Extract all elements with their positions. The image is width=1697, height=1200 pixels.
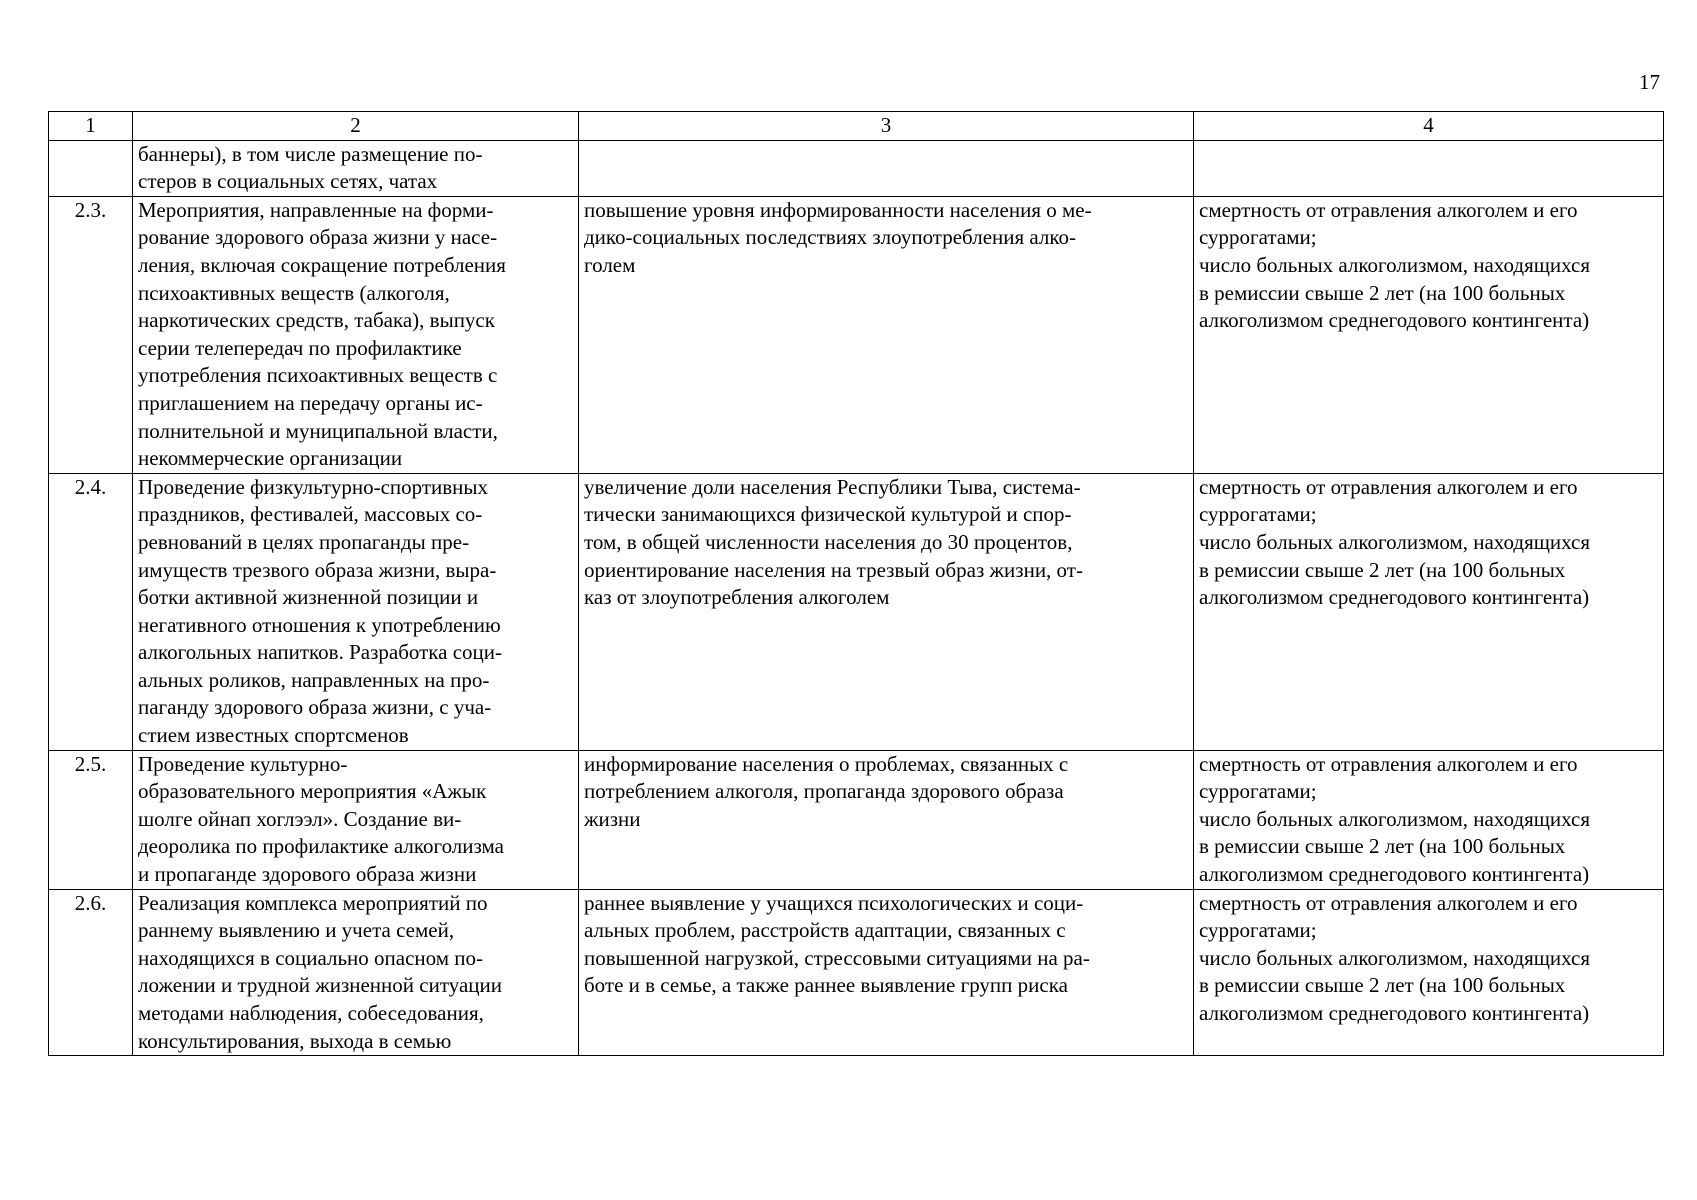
result-cell [579,140,1194,196]
measure-cell: Проведение культурно- образовательного мероприятия «Ажык шолге ойнап хоглээл». Создание ви- деоролика по профилактике алкоголизма и пропаганде здорового образа жизни [133,750,579,889]
table-row [49,473,1664,750]
header-cell: 1 [49,112,133,141]
result-cell: увеличение доли населения Республики Тыва, система- тически занимающихся физической культурой и спор- том, в общей численности населения до 30 процентов, ориентирование населения на трезвый образ жизни, от- каз от злоупотребления алкоголем [579,473,1194,750]
measure-cell: Реализация комплекса мероприятий по раннему выявлению и учета семей, находящихся в социально опасном по- ложении и трудной жизненной ситуации методами наблюдения, собеседования, консультирования, выхода в семью [133,889,579,1056]
header-cell: 3 [579,112,1194,141]
indicator-cell: смертность от отравления алкоголем и его суррогатами; число больных алкоголизмом, находящихся в ремиссии свыше 2 лет (на 100 больных алкоголизмом среднегодового контингента) [1194,473,1664,750]
result-cell: раннее выявление у учащихся психологических и соци- альных проблем, расстройств адаптации, связанных с повышенной нагрузкой, стрессовыми ситуациями на ра- боте и в семье, а также раннее выявление групп риска [579,889,1194,1056]
measure-cell: баннеры), в том числе размещение по- стеров в социальных сетях, чатах [133,140,579,196]
page-number: 17 [1639,70,1660,94]
item-number: 2.6. [49,889,133,1056]
item-number: 2.5. [49,750,133,889]
measure-cell: Мероприятия, направленные на форми- рование здорового образа жизни у насе- ления, включая сокращение потребления психоактивных веществ (алкоголя, наркотических средств, табака), выпуск серии телепередач по профилактике употребления психоактивных веществ с приглашением на передачу органы ис- полнительной и муниципальной власти, некоммерческие организации [133,196,579,473]
indicator-cell [1194,140,1664,196]
table-row [49,196,1664,473]
measures-table [48,111,1664,1056]
indicator-cell: смертность от отравления алкоголем и его суррогатами; число больных алкоголизмом, находящихся в ремиссии свыше 2 лет (на 100 больных алкоголизмом среднегодового контингента) [1194,889,1664,1056]
result-cell: повышение уровня информированности населения о ме- дико-социальных последствиях злоупотребления алко- голем [579,196,1194,473]
header-cell: 4 [1194,112,1664,141]
table-row [49,140,1664,196]
indicator-cell: смертность от отравления алкоголем и его суррогатами; число больных алкоголизмом, находящихся в ремиссии свыше 2 лет (на 100 больных алкоголизмом среднегодового контингента) [1194,196,1664,473]
measure-cell: Проведение физкультурно-спортивных праздников, фестивалей, массовых со- ревнований в целях пропаганды пре- имуществ трезвого образа жизни, выра- ботки активной жизненной позиции и негативного отношения к употреблению алкогольных напитков. Разработка соци- альных роликов, направленных на про- паганду здорового образа жизни, с уча- стием известных спортсменов [133,473,579,750]
table-row [49,889,1664,1056]
item-number: 2.4. [49,473,133,750]
table-header-row [49,112,1664,141]
table-row [49,750,1664,889]
item-number [49,140,133,196]
result-cell: информирование населения о проблемах, связанных с потреблением алкоголя, пропаганда здорового образа жизни [579,750,1194,889]
header-cell: 2 [133,112,579,141]
item-number: 2.3. [49,196,133,473]
indicator-cell: смертность от отравления алкоголем и его суррогатами; число больных алкоголизмом, находящихся в ремиссии свыше 2 лет (на 100 больных алкоголизмом среднегодового контингента) [1194,750,1664,889]
